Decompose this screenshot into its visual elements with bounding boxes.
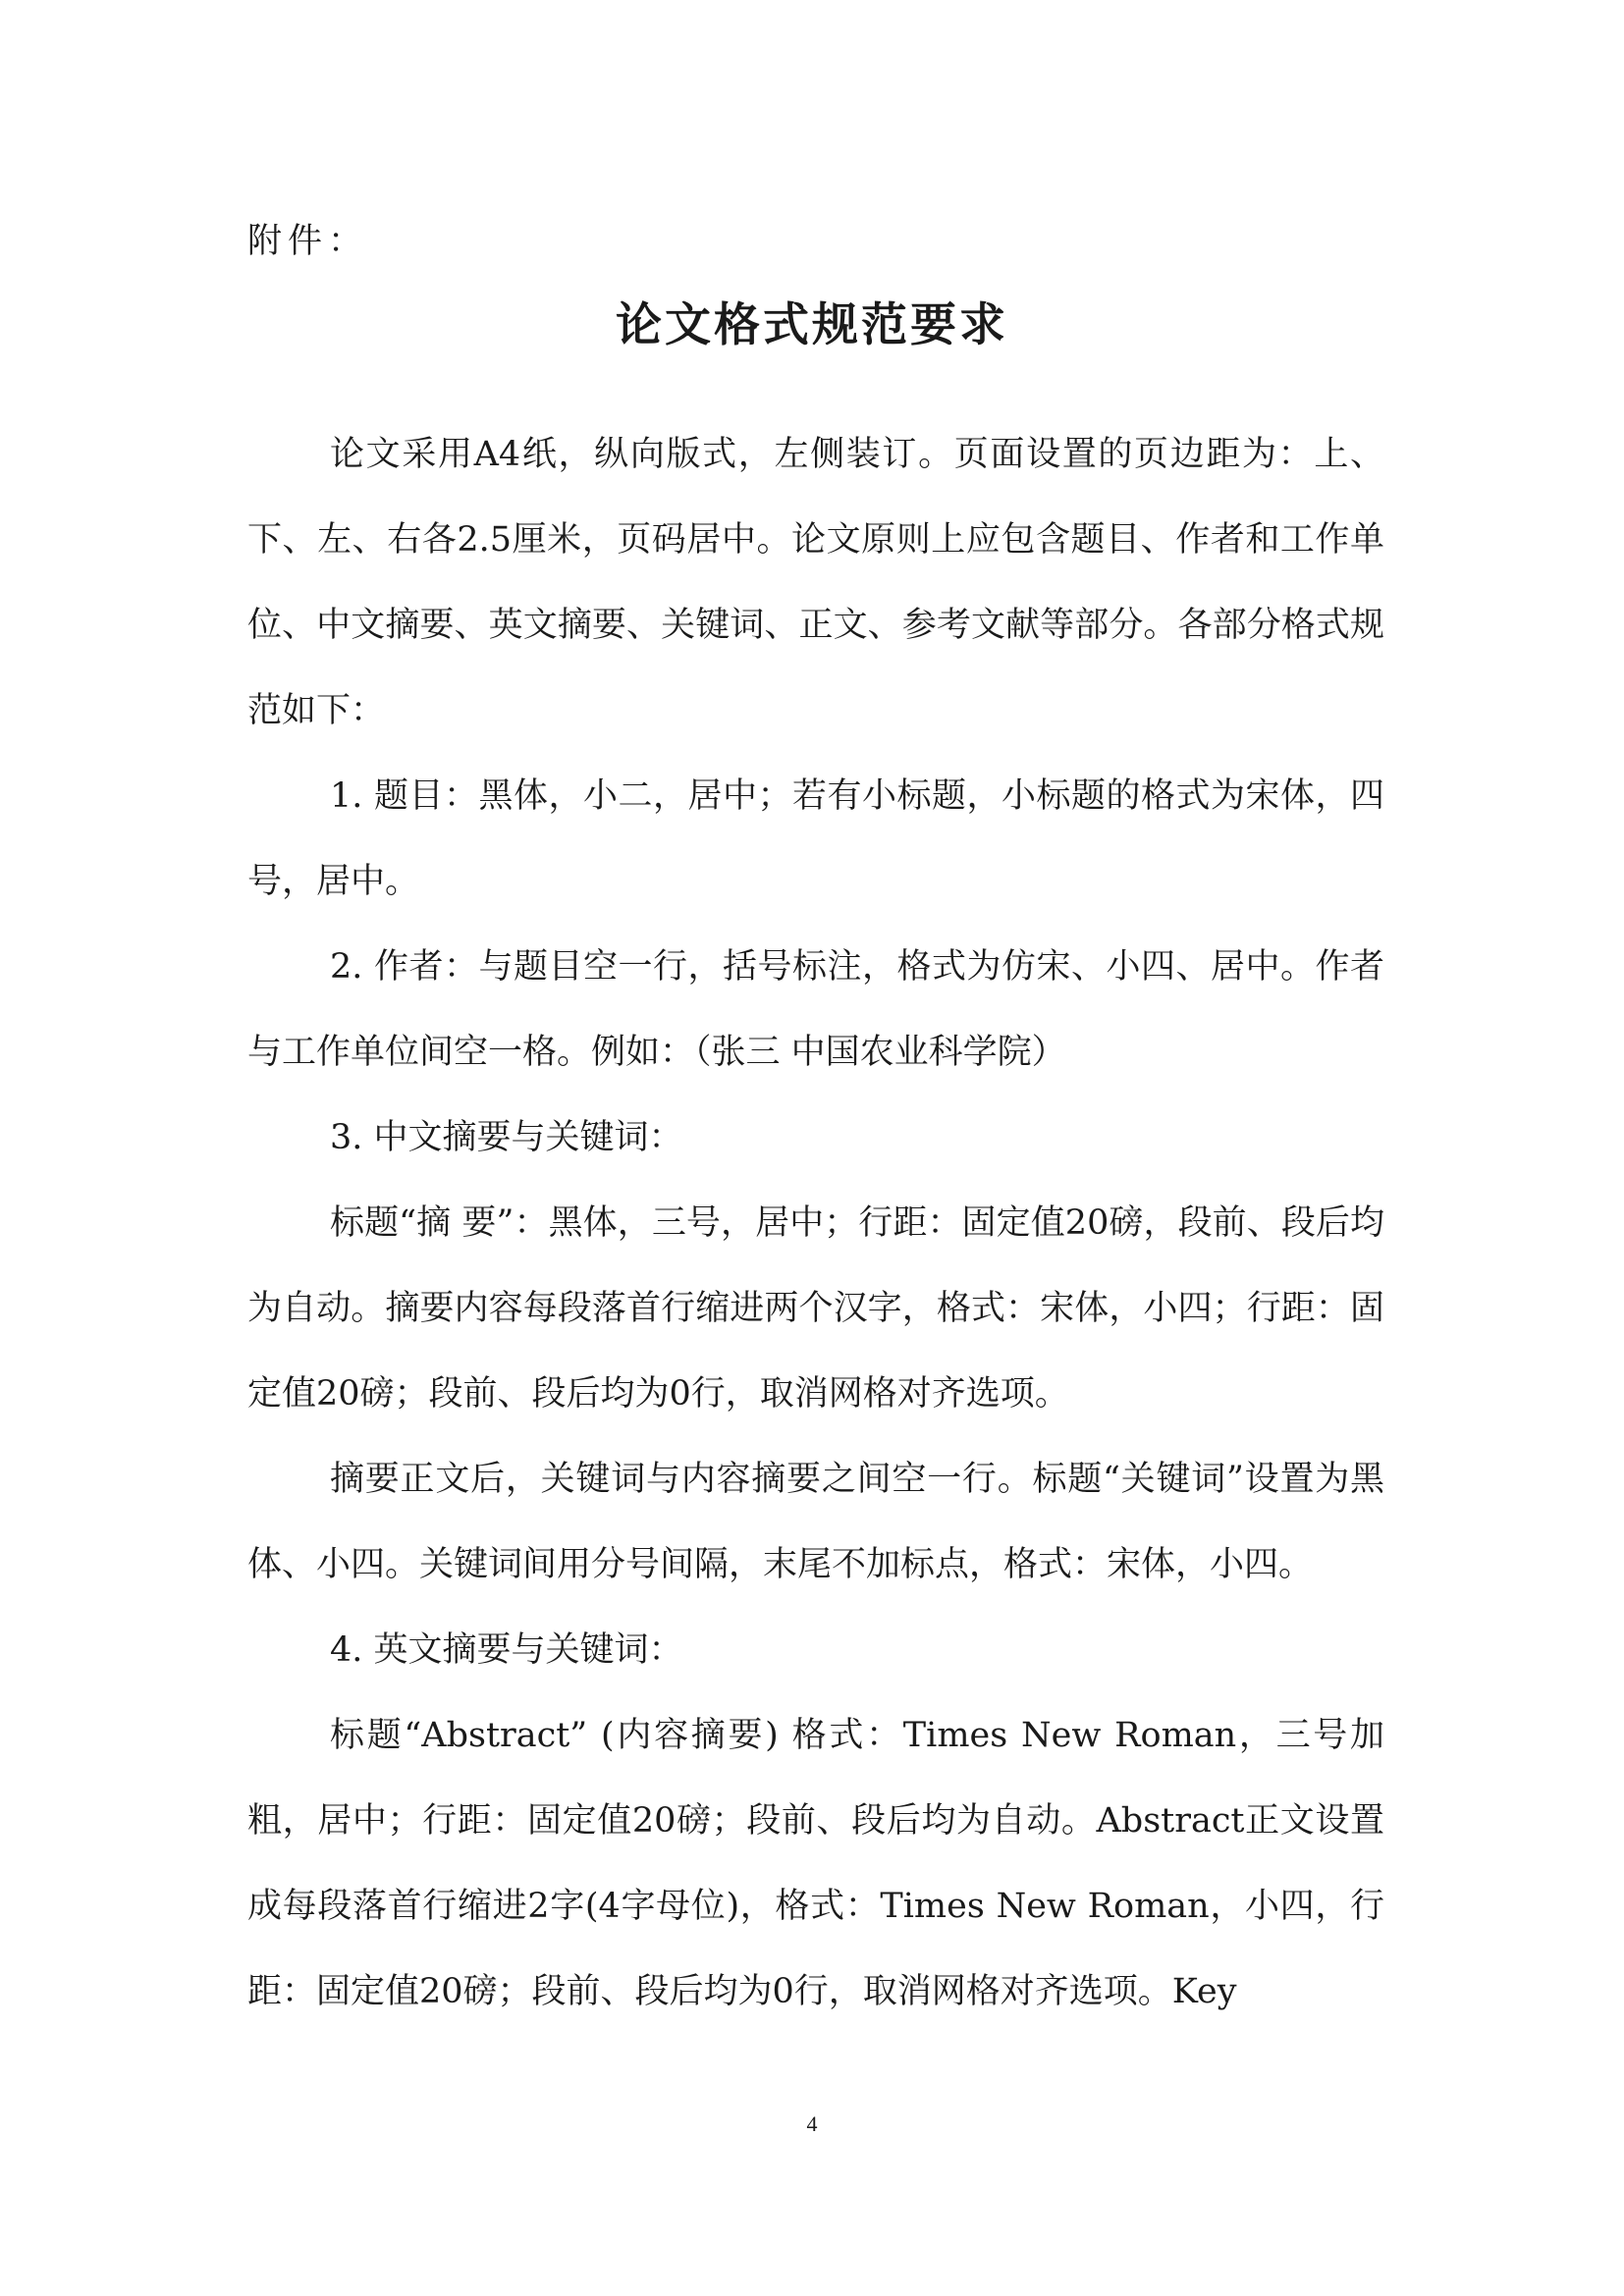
- paragraph-cn-abstract-format: 标题“摘 要”：黑体，三号，居中；行距：固定值20磅，段前、段后均为自动。摘要内容每段落首行缩进两个汉字，格式：宋体，小四；行距：固定值20磅；段前、段后均为0行，取消网格对齐选项。: [247, 1203, 1384, 1414]
- document-title: 论文格式规范要求: [616, 298, 1008, 352]
- page-number: 4: [806, 2111, 818, 2136]
- paragraph-en-abstract-format: 标题“Abstract” (内容摘要) 格式：Times New Roman，三号加粗，居中；行距：固定值20磅；段前、段后均为自动。Abstract正文设置成每段落首行缩进2字(4字母位)，格式：Times New Roman，小四，行距：固定值20磅；段前、段后均为0行，取消网格对齐选项。Key: [247, 1716, 1384, 2011]
- paragraph-author-rule: 2. 作者：与题目空一行，括号标注，格式为仿宋、小四、居中。作者与工作单位间空一格。例如：（张三 中国农业科学院）: [247, 947, 1384, 1072]
- annex-label: 附件：: [247, 222, 369, 261]
- paragraph-cn-abstract-heading: 3. 中文摘要与关键词：: [330, 1118, 683, 1157]
- paragraph-en-abstract-heading: 4. 英文摘要与关键词：: [330, 1630, 683, 1670]
- paragraph-title-rule: 1. 题目：黑体，小二，居中；若有小标题，小标题的格式为宋体，四号，居中。: [247, 776, 1384, 901]
- paragraph-intro: 论文采用A4纸，纵向版式，左侧装订。页面设置的页边距为：上、下、左、右各2.5厘米，页码居中。论文原则上应包含题目、作者和工作单位、中文摘要、英文摘要、关键词、正文、参考文献等部分。各部分格式规范如下：: [247, 435, 1384, 730]
- document-body: [247, 412, 1384, 2035]
- paragraph-keywords-format: 摘要正文后，关键词与内容摘要之间空一行。标题“关键词”设置为黑体、小四。关键词间用分号间隔，末尾不加标点，格式：宋体，小四。: [247, 1460, 1384, 1584]
